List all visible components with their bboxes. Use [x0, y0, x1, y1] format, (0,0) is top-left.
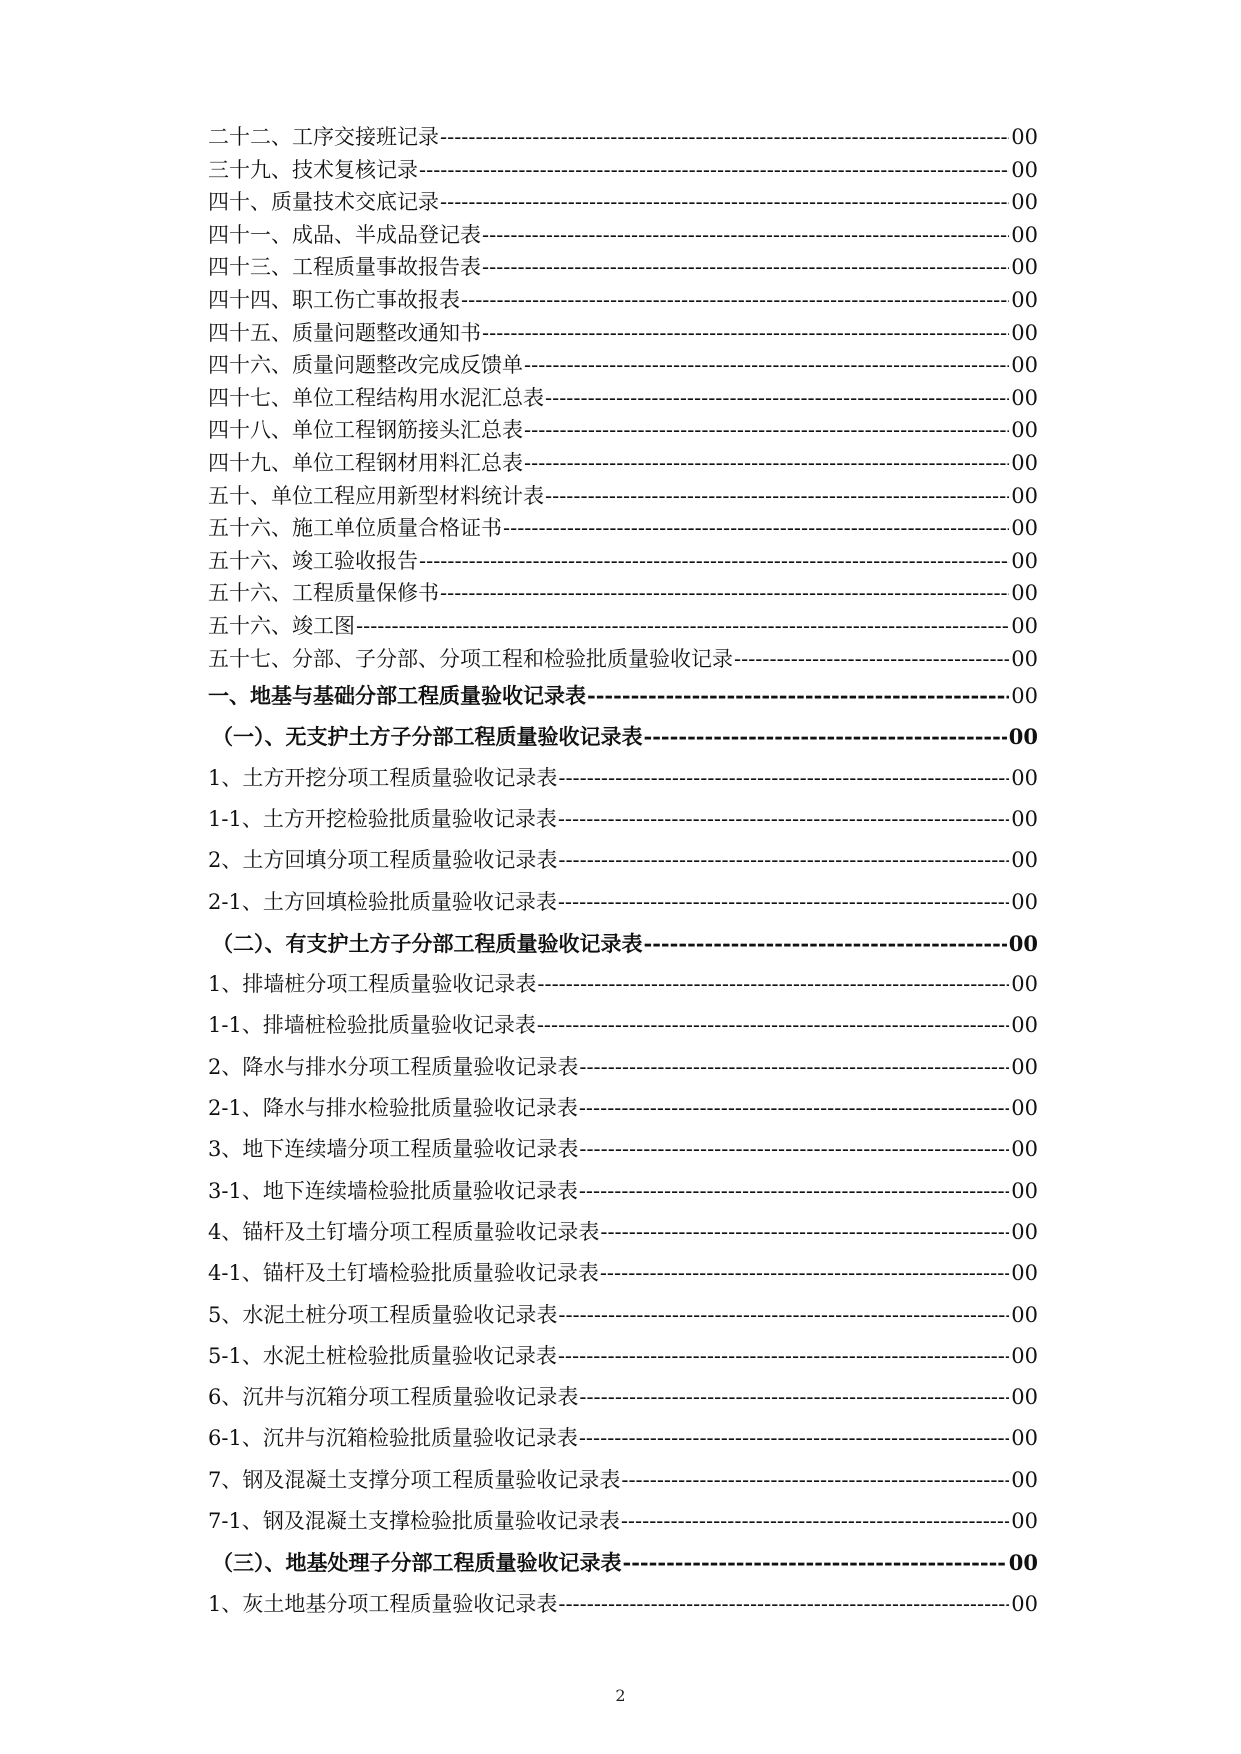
toc-entry-title: 二十二、工序交接班记录 — [208, 125, 439, 149]
toc-entry-page: 00 — [1011, 255, 1038, 280]
toc-entry — [208, 1501, 1038, 1542]
toc-entry-page: 00 — [1011, 483, 1038, 508]
toc-entry-title: 五十六、工程质量保修书 — [208, 581, 439, 606]
toc-dot-leader — [644, 716, 1007, 757]
toc-entry-title: （三）、地基处理子分部工程质量验收记录表 — [212, 1550, 622, 1576]
toc-dot-leader — [587, 675, 1009, 716]
toc-entry — [208, 643, 1038, 675]
toc-entry — [208, 1542, 1038, 1583]
toc-entry-page: 00 — [1011, 684, 1038, 709]
toc-entry-page: 00 — [1011, 548, 1038, 573]
toc-dot-leader — [579, 1047, 1009, 1088]
toc-entry-title: 6、沉井与沉箱分项工程质量验收记录表 — [208, 1385, 579, 1410]
toc-entry — [208, 251, 1038, 283]
toc-entry — [208, 675, 1038, 716]
toc-entry — [208, 284, 1038, 316]
toc-entry — [208, 1295, 1038, 1336]
toc-entry-title: 1、排墙桩分项工程质量验收记录表 — [208, 972, 537, 997]
toc-entry — [208, 545, 1038, 577]
toc-dot-leader — [558, 840, 1009, 881]
toc-entry-page: 00 — [1011, 646, 1038, 671]
toc-dot-leader — [734, 643, 1009, 675]
toc-entry-page: 00 — [1011, 1013, 1038, 1038]
table-of-contents — [208, 121, 1038, 1625]
toc-entry-title: 1、灰土地基分项工程质量验收记录表 — [208, 1591, 558, 1616]
toc-entry-page: 00 — [1011, 613, 1038, 638]
toc-entry-title: 五十六、竣工验收报告 — [208, 548, 418, 573]
toc-entry — [208, 447, 1038, 479]
toc-dot-leader — [558, 799, 1009, 840]
toc-entry — [208, 382, 1038, 414]
toc-dot-leader — [356, 610, 1009, 642]
toc-entry-page: 00 — [1008, 1550, 1038, 1576]
toc-dot-leader — [537, 964, 1009, 1005]
toc-entry-title: 四十五、质量问题整改通知书 — [208, 320, 481, 345]
toc-dot-leader — [440, 577, 1009, 609]
toc-entry-page: 00 — [1011, 848, 1038, 873]
toc-entry — [208, 480, 1038, 512]
toc-entry — [208, 186, 1038, 218]
toc-entry-title: 三十九、技术复核记录 — [208, 157, 418, 182]
toc-entry-page: 00 — [1011, 1509, 1038, 1534]
toc-entry-title: （一）、无支护土方子分部工程质量验收记录表 — [212, 724, 643, 750]
toc-entry-page: 00 — [1011, 190, 1038, 215]
toc-entry-page: 00 — [1011, 1302, 1038, 1327]
toc-entry-page: 00 — [1011, 353, 1038, 378]
toc-entry-page: 00 — [1011, 972, 1038, 997]
toc-entry-page: 00 — [1011, 1178, 1038, 1203]
toc-dot-leader — [558, 1584, 1009, 1625]
toc-entry-page: 00 — [1008, 930, 1038, 956]
toc-entry-title: 5、水泥土桩分项工程质量验收记录表 — [208, 1302, 558, 1327]
toc-entry-title: 四十、质量技术交底记录 — [208, 190, 439, 215]
toc-entry-title: 四十三、工程质量事故报告表 — [208, 255, 481, 280]
toc-entry-page: 00 — [1011, 1591, 1038, 1616]
toc-entry-page: 00 — [1011, 1096, 1038, 1121]
toc-entry — [208, 414, 1038, 446]
toc-entry-title: 四十四、职工伤亡事故报表 — [208, 287, 460, 312]
toc-dot-leader — [440, 186, 1009, 218]
toc-dot-leader — [600, 1253, 1009, 1294]
toc-entry-page: 00 — [1011, 1467, 1038, 1492]
toc-dot-leader — [503, 512, 1009, 544]
toc-dot-leader — [440, 121, 1009, 153]
toc-entry-title: 五十七、分部、子分部、分项工程和检验批质量验收记录 — [208, 646, 733, 671]
toc-entry — [208, 1129, 1038, 1170]
toc-dot-leader — [579, 1088, 1009, 1129]
toc-entry-title: 7、钢及混凝土支撑分项工程质量验收记录表 — [208, 1467, 621, 1492]
toc-entry-page: 00 — [1011, 1137, 1038, 1162]
toc-entry — [208, 964, 1038, 1005]
toc-entry-title: 6-1、沉井与沉箱检验批质量验收记录表 — [208, 1426, 578, 1451]
toc-dot-leader — [482, 219, 1009, 251]
toc-entry-title: 2-1、土方回填检验批质量验收记录表 — [208, 889, 557, 914]
toc-dot-leader — [524, 414, 1009, 446]
toc-entry-page: 00 — [1011, 889, 1038, 914]
toc-entry-title: 4、锚杆及土钉墙分项工程质量验收记录表 — [208, 1219, 600, 1244]
toc-entry-page: 00 — [1011, 806, 1038, 831]
toc-entry — [208, 1088, 1038, 1129]
toc-dot-leader — [600, 1212, 1009, 1253]
toc-entry — [208, 882, 1038, 923]
toc-entry — [208, 1584, 1038, 1625]
toc-entry-page: 00 — [1011, 222, 1038, 247]
toc-entry-title: 2、降水与排水分项工程质量验收记录表 — [208, 1054, 579, 1079]
toc-entry — [208, 799, 1038, 840]
toc-entry-title: 3-1、地下连续墙检验批质量验收记录表 — [208, 1178, 578, 1203]
toc-entry — [208, 1212, 1038, 1253]
toc-entry-page: 00 — [1011, 765, 1038, 790]
toc-dot-leader — [461, 284, 1009, 316]
toc-entry — [208, 923, 1038, 964]
toc-entry-page: 00 — [1011, 1426, 1038, 1451]
toc-entry-page: 00 — [1011, 125, 1038, 149]
toc-entry-page: 00 — [1011, 287, 1038, 312]
toc-dot-leader — [537, 1005, 1009, 1046]
toc-entry-title: 4-1、锚杆及土钉墙检验批质量验收记录表 — [208, 1261, 599, 1286]
toc-dot-leader — [482, 251, 1009, 283]
toc-entry — [208, 1047, 1038, 1088]
toc-dot-leader — [524, 349, 1009, 381]
toc-entry-title: 1、土方开挖分项工程质量验收记录表 — [208, 765, 558, 790]
toc-entry-title: 四十六、质量问题整改完成反馈单 — [208, 353, 523, 378]
toc-dot-leader — [419, 545, 1009, 577]
toc-dot-leader — [524, 447, 1009, 479]
toc-dot-leader — [419, 154, 1009, 186]
toc-entry-title: 四十九、单位工程钢材用料汇总表 — [208, 450, 523, 475]
toc-entry-title: 五十六、竣工图 — [208, 613, 355, 638]
toc-dot-leader — [623, 1542, 1007, 1583]
toc-entry — [208, 577, 1038, 609]
toc-entry-page: 00 — [1011, 1385, 1038, 1410]
toc-entry — [208, 219, 1038, 251]
toc-entry-page: 00 — [1011, 1343, 1038, 1368]
toc-entry — [208, 154, 1038, 186]
toc-entry-page: 00 — [1011, 320, 1038, 345]
toc-entry — [208, 758, 1038, 799]
toc-entry — [208, 1171, 1038, 1212]
toc-entry-page: 00 — [1008, 724, 1038, 750]
toc-entry-title: 1-1、排墙桩检验批质量验收记录表 — [208, 1013, 536, 1038]
toc-entry — [208, 1460, 1038, 1501]
toc-entry-title: 一、地基与基础分部工程质量验收记录表 — [208, 683, 586, 709]
toc-entry-page: 00 — [1011, 1054, 1038, 1079]
toc-entry-title: 四十七、单位工程结构用水泥汇总表 — [208, 385, 544, 410]
toc-dot-leader — [644, 923, 1007, 964]
toc-dot-leader — [545, 480, 1009, 512]
toc-entry-page: 00 — [1011, 418, 1038, 443]
toc-dot-leader — [558, 882, 1009, 923]
toc-entry-title: 3、地下连续墙分项工程质量验收记录表 — [208, 1137, 579, 1162]
toc-dot-leader — [482, 317, 1009, 349]
toc-dot-leader — [558, 758, 1009, 799]
toc-dot-leader — [558, 1336, 1009, 1377]
toc-entry-title: 五十、单位工程应用新型材料统计表 — [208, 483, 544, 508]
toc-entry-page: 00 — [1011, 1261, 1038, 1286]
toc-entry-page: 00 — [1011, 581, 1038, 606]
toc-entry-title: 7-1、钢及混凝土支撑检验批质量验收记录表 — [208, 1509, 620, 1534]
toc-entry-page: 00 — [1011, 157, 1038, 182]
toc-entry-title: 四十八、单位工程钢筋接头汇总表 — [208, 418, 523, 443]
toc-dot-leader — [579, 1418, 1009, 1459]
toc-entry-title: 2、土方回填分项工程质量验收记录表 — [208, 848, 558, 873]
toc-entry-page: 00 — [1011, 516, 1038, 541]
toc-dot-leader — [621, 1460, 1009, 1501]
toc-entry — [208, 317, 1038, 349]
toc-dot-leader — [579, 1129, 1009, 1170]
toc-entry-page: 00 — [1011, 1219, 1038, 1244]
toc-dot-leader — [579, 1171, 1009, 1212]
toc-entry — [208, 1377, 1038, 1418]
toc-entry-title: 四十一、成品、半成品登记表 — [208, 222, 481, 247]
toc-entry-page: 00 — [1011, 450, 1038, 475]
toc-entry — [208, 512, 1038, 544]
toc-entry-title: 1-1、土方开挖检验批质量验收记录表 — [208, 806, 557, 831]
toc-entry — [208, 1336, 1038, 1377]
toc-entry-title: 五十六、施工单位质量合格证书 — [208, 516, 502, 541]
toc-dot-leader — [558, 1295, 1009, 1336]
toc-entry-page: 00 — [1011, 385, 1038, 410]
toc-entry-title: 2-1、降水与排水检验批质量验收记录表 — [208, 1096, 578, 1121]
toc-entry — [208, 121, 1038, 153]
page-number: 2 — [615, 1686, 626, 1705]
toc-entry — [208, 1005, 1038, 1046]
toc-entry — [208, 840, 1038, 881]
toc-dot-leader — [579, 1377, 1009, 1418]
toc-entry — [208, 1253, 1038, 1294]
toc-entry — [208, 716, 1038, 757]
toc-dot-leader — [621, 1501, 1009, 1542]
toc-entry — [208, 1418, 1038, 1459]
toc-entry — [208, 610, 1038, 642]
toc-entry-title: （二）、有支护土方子分部工程质量验收记录表 — [212, 930, 643, 956]
toc-entry-title: 5-1、水泥土桩检验批质量验收记录表 — [208, 1343, 557, 1368]
toc-entry — [208, 349, 1038, 381]
toc-dot-leader — [545, 382, 1009, 414]
